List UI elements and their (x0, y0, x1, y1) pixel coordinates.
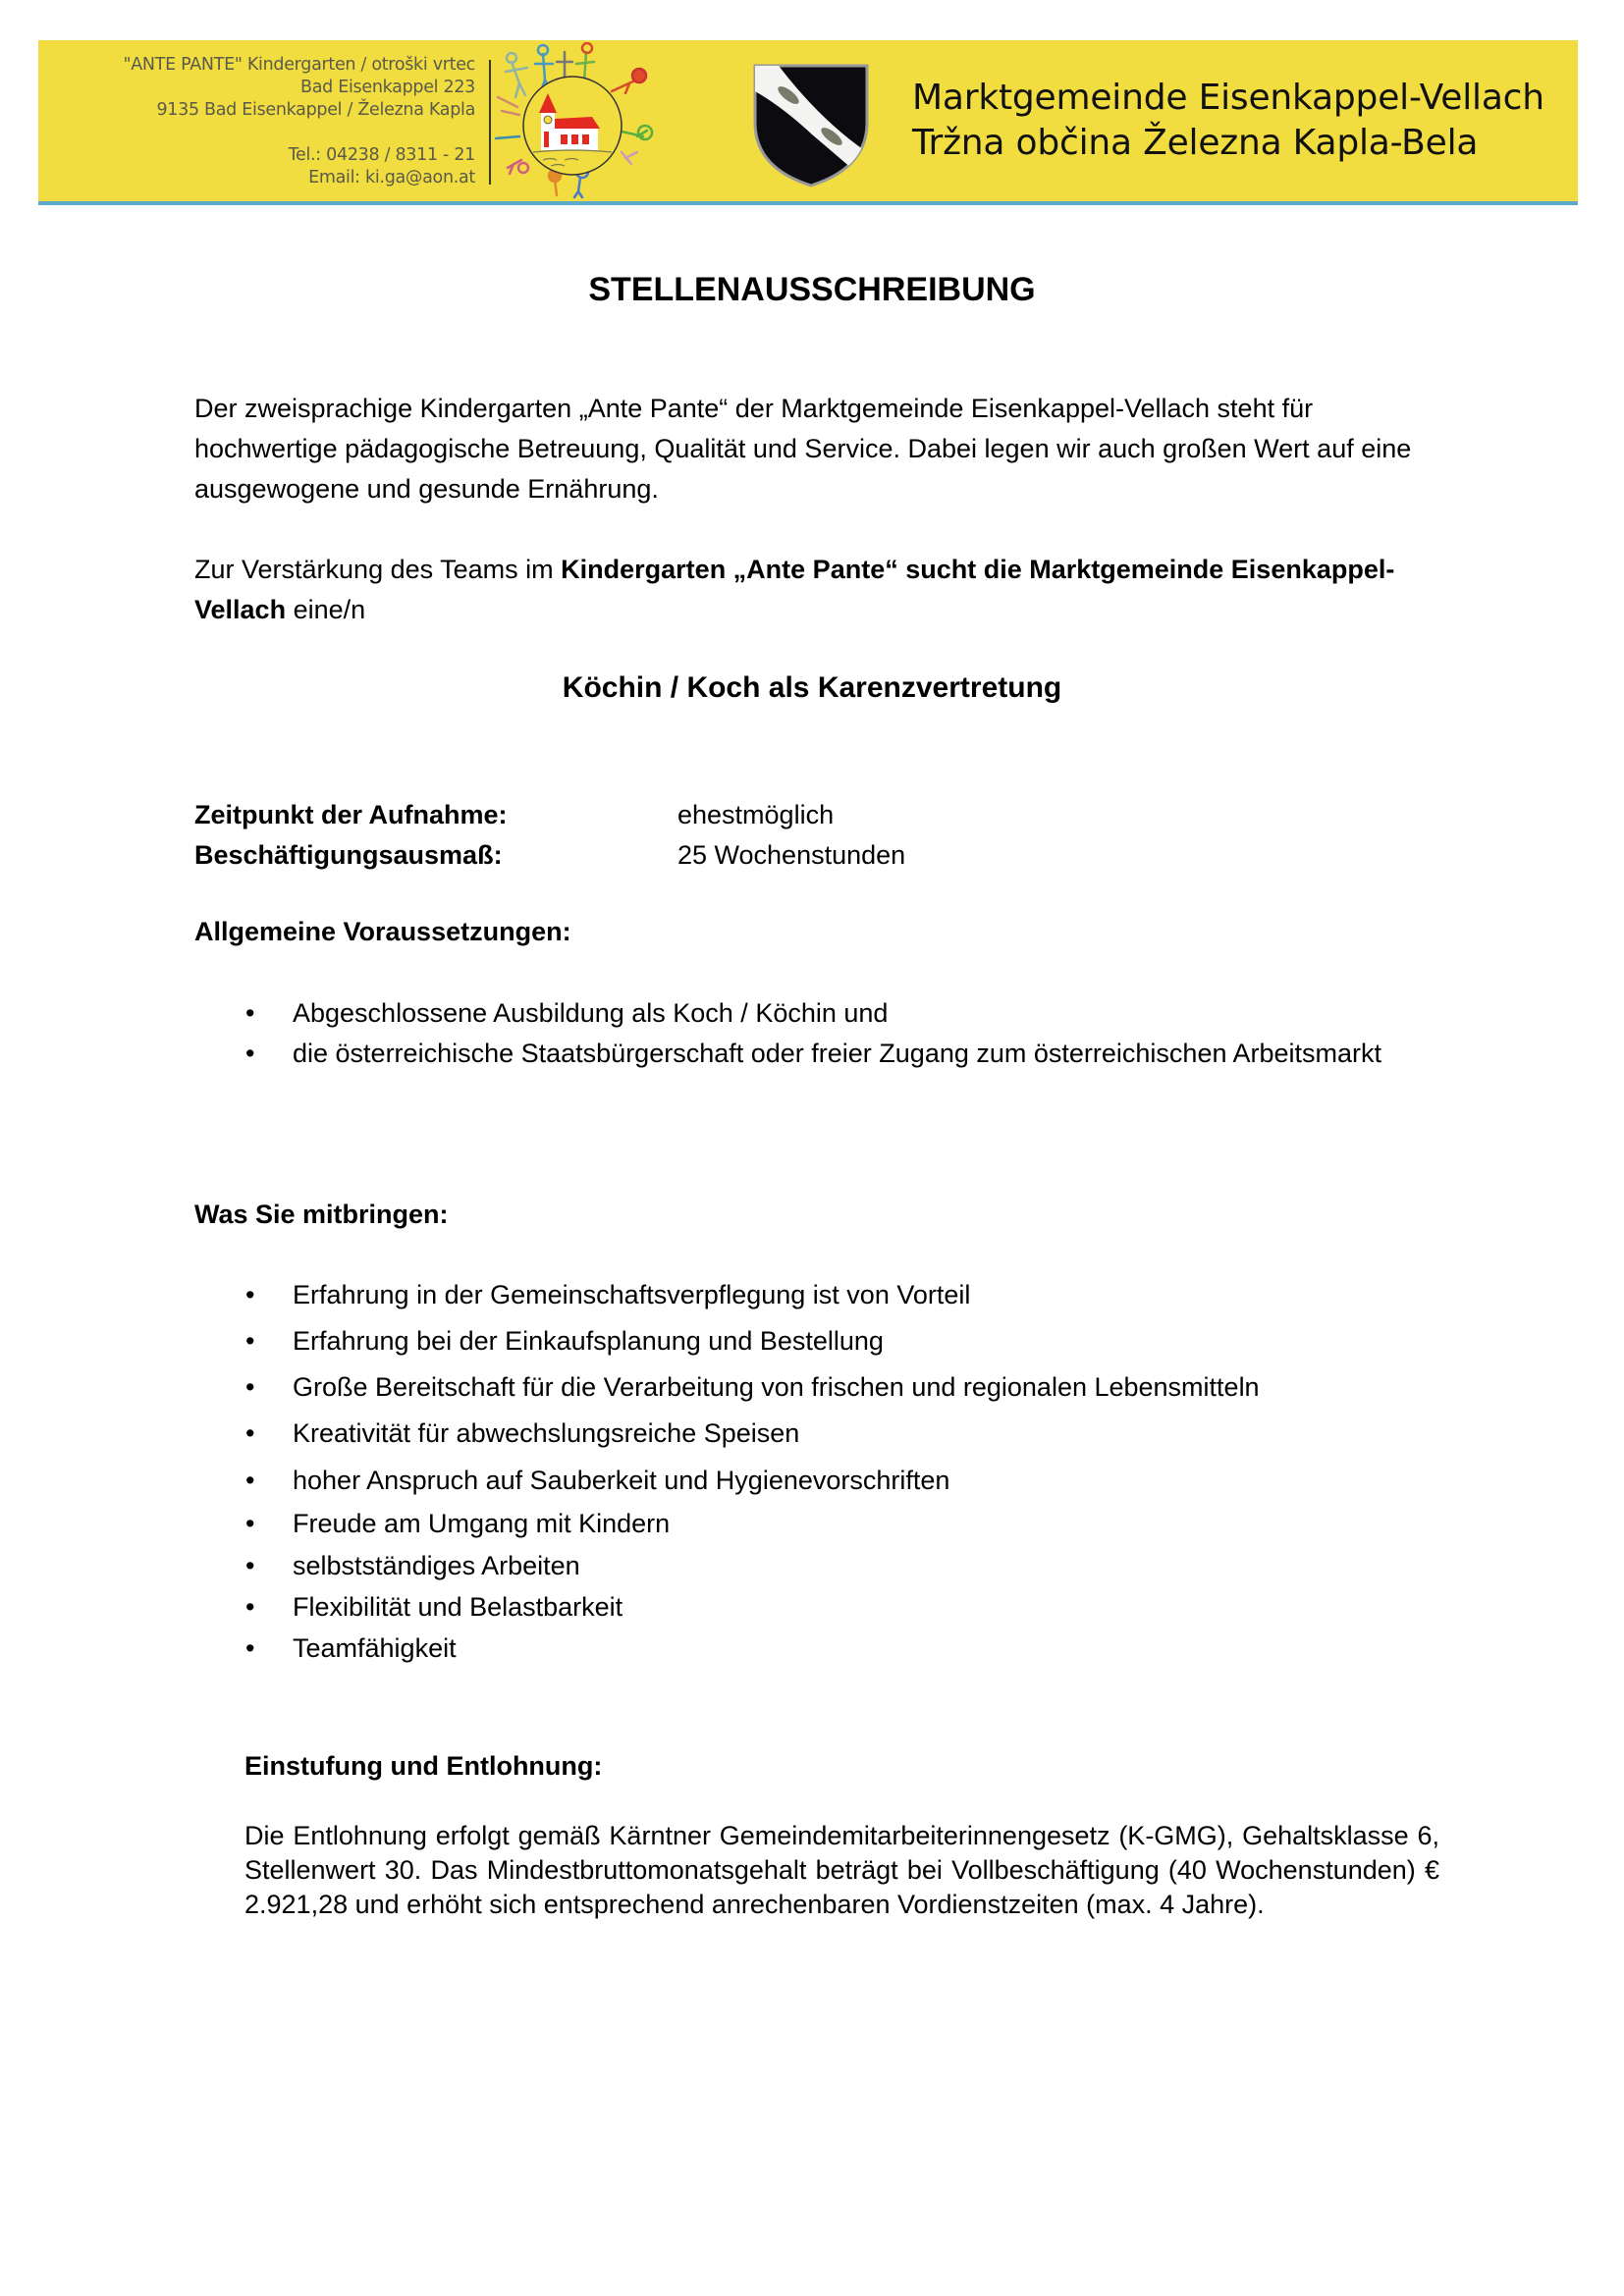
list-item: • Flexibilität und Belastbarkeit (194, 1592, 1420, 1633)
salary-paragraph: Die Entlohnung erfolgt gemäß Kärntner Gemeindemitarbeiterinnengesetz (K-GMG), Gehaltsklasse 6, Stellenwert 30. Das Mindestbruttomonatsgehalt beträgt bei Vollbeschäftigung (40 Wochenstunden) € 2.921,28 und erhöht sich entsprechend anrechenbaren Vordienstzeiten (max. 4 Jahre). (244, 1821, 1439, 1919)
requirements-heading: Allgemeine Voraussetzungen: (194, 917, 571, 946)
detail-row-hours (194, 835, 905, 876)
skills-heading: Was Sie mitbringen: (194, 1200, 449, 1229)
salary-heading: Einstufung und Entlohnung: (244, 1751, 603, 1781)
letterhead-banner (38, 40, 1578, 205)
team-text-suffix: eine/n (286, 595, 366, 624)
list-item: • die österreichische Staatsbürgerschaft oder freier Zugang zum österreichischen Arbeitsmarkt (194, 1034, 1420, 1074)
list-item: • Erfahrung bei der Einkaufsplanung und Bestellung (194, 1326, 1420, 1372)
team-text-prefix: Zur Verstärkung des Teams im (194, 555, 562, 584)
kindergarten-address-line2: 9135 Bad Eisenkappel / Železna Kapla (156, 100, 475, 120)
team-text-bold: Kindergarten „Ante Pante“ sucht die Marktgemeinde Eisenkappel-Vellach (194, 555, 1395, 624)
detail-row-start (194, 795, 905, 835)
list-item: • hoher Anspruch auf Sauberkeit und Hygienevorschriften (194, 1466, 1420, 1509)
list-item: • Erfahrung in der Gemeinschaftsverpflegung ist von Vorteil (194, 1280, 1420, 1326)
kindergarten-logo-icon (492, 42, 654, 199)
detail-label: Beschäftigungsausmaß: (194, 840, 503, 870)
page-title: STELLENAUSSCHREIBUNG (588, 271, 1036, 308)
kindergarten-address-line1: Bad Eisenkappel 223 (300, 78, 475, 97)
municipality-name-slovenian: Tržna občina Železna Kapla-Bela (912, 123, 1479, 163)
detail-value: 25 Wochenstunden (677, 840, 906, 870)
list-item: • Freude am Umgang mit Kindern (194, 1509, 1420, 1551)
job-details (194, 795, 905, 876)
municipality-name (912, 76, 1544, 166)
intro-paragraph (194, 389, 1439, 509)
list-item: • Kreativität für abwechslungsreiche Speisen (194, 1418, 1420, 1466)
kindergarten-phone: Tel.: 04238 / 8311 - 21 (288, 145, 475, 165)
header-divider (489, 60, 491, 185)
kindergarten-email: Email: ki.ga@aon.at (308, 168, 475, 187)
list-item: • Abgeschlossene Ausbildung als Koch / Köchin und (194, 993, 1420, 1034)
list-item: • Große Bereitschaft für die Verarbeitung von frischen und regionalen Lebensmitteln (194, 1372, 1420, 1418)
municipality-name-german: Marktgemeinde Eisenkappel-Vellach (912, 78, 1544, 118)
team-paragraph (194, 550, 1439, 630)
list-item: • selbstständiges Arbeiten (194, 1551, 1420, 1592)
intro-text: Der zweisprachige Kindergarten „Ante Pante“ der Marktgemeinde Eisenkappel-Vellach steht für hochwertige pädagogische Betreuung, Qualität und Service. Dabei legen wir auch großen Wert auf eine ausgewogene und gesunde Ernährung. (194, 394, 1412, 504)
detail-label: Zeitpunkt der Aufnahme: (194, 800, 508, 829)
requirements-list (194, 993, 1420, 1074)
position-title: Köchin / Koch als Karenzvertretung (562, 671, 1062, 704)
kindergarten-name: "ANTE PANTE" Kindergarten / otroški vrtec (123, 55, 475, 75)
kindergarten-contact-block (38, 54, 475, 189)
list-item: • Teamfähigkeit (194, 1633, 1420, 1675)
detail-value: ehestmöglich (677, 800, 835, 829)
municipal-crest-icon (749, 62, 873, 189)
skills-list (194, 1280, 1420, 1675)
